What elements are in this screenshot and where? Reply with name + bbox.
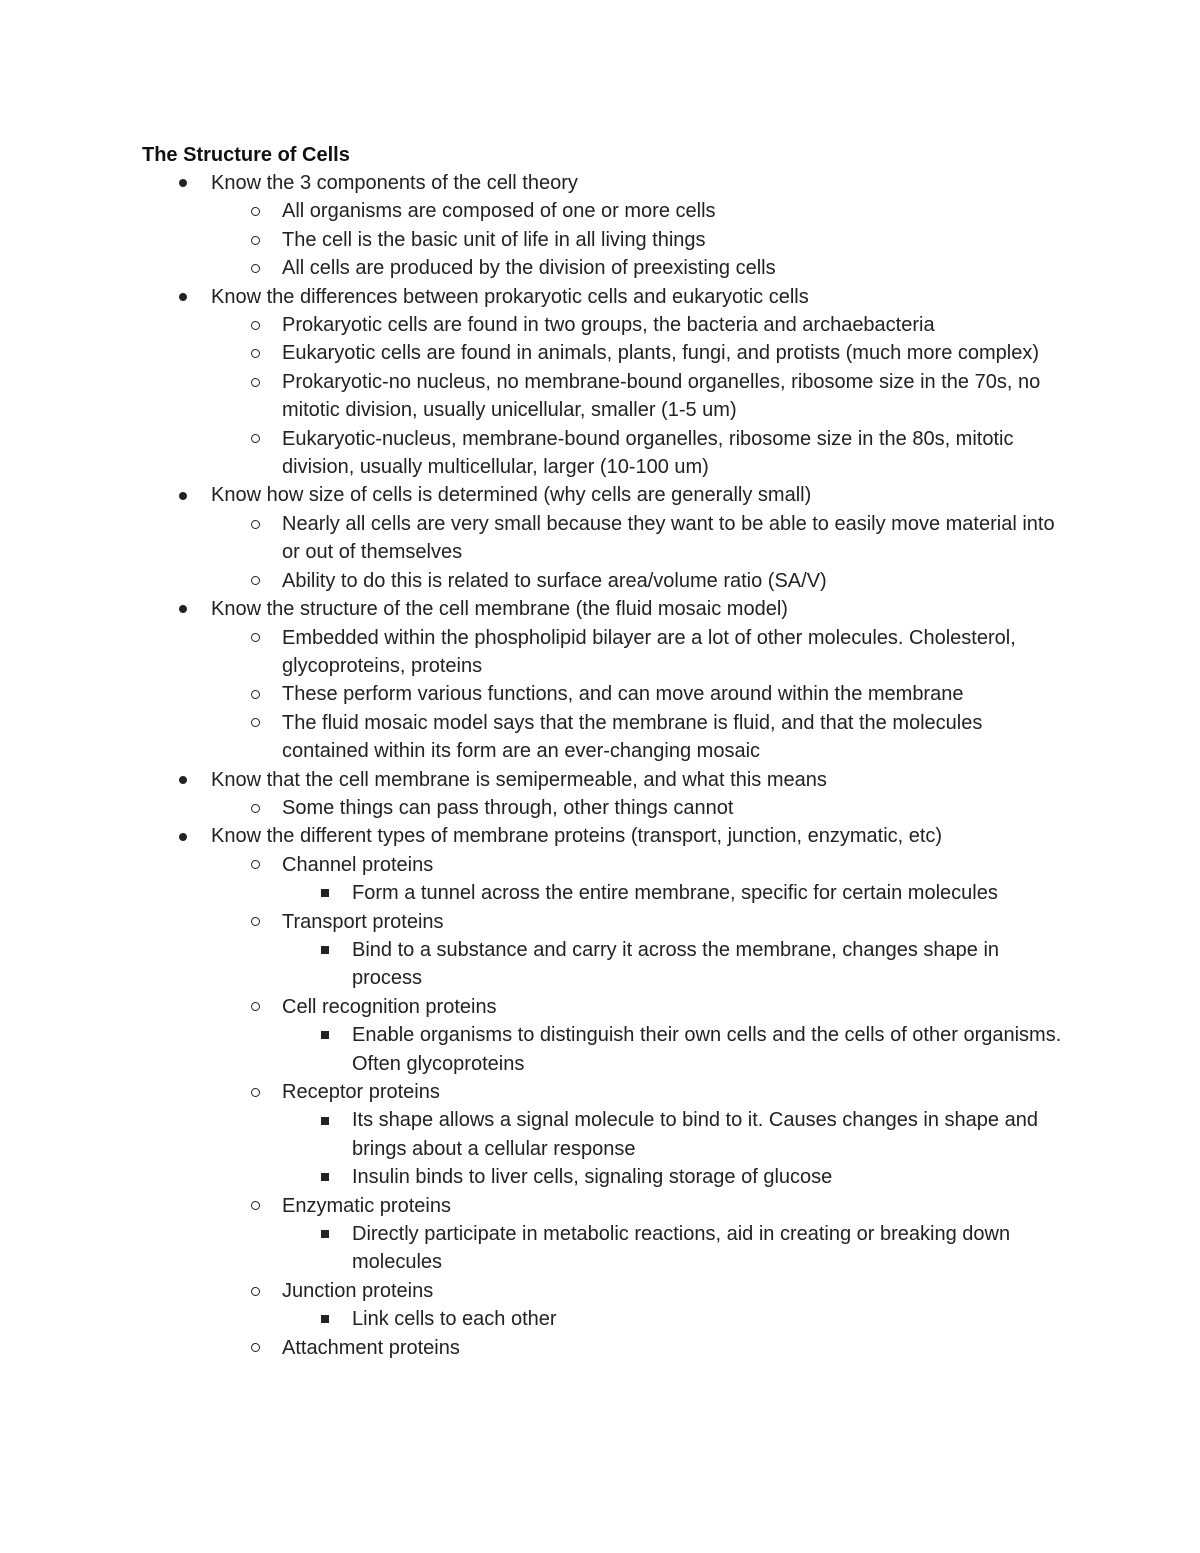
list-item-text: Know how size of cells is determined (why cells are generally small) xyxy=(211,484,812,507)
hollow-circle-bullet-icon xyxy=(248,425,262,453)
list-item-text: Junction proteins xyxy=(282,1279,434,1302)
list-item-level-1 xyxy=(0,169,1061,197)
hollow-circle-bullet-icon xyxy=(248,624,262,652)
page-title: The Structure of Cells xyxy=(142,144,350,166)
hollow-circle-bullet-icon xyxy=(248,567,262,595)
list-item-level-3 xyxy=(0,1220,1062,1277)
filled-square-bullet-icon xyxy=(318,1305,332,1333)
list-item-text: Some things can pass through, other things cannot xyxy=(282,796,734,819)
hollow-circle-bullet-icon xyxy=(248,1277,262,1305)
list-item-text: Nearly all cells are very small because they want to be able to easily move material into or out of themselves xyxy=(282,512,1055,564)
list-item-text: Prokaryotic cells are found in two groups, the bacteria and archaebacteria xyxy=(282,314,935,337)
list-item-text: Embedded within the phospholipid bilayer are a lot of other molecules. Cholesterol, glycoproteins, proteins xyxy=(282,626,1016,677)
list-item-level-3 xyxy=(0,936,1062,993)
list-item-text: Form a tunnel across the entire membrane, specific for certain molecules xyxy=(352,882,998,905)
list-item-level-2 xyxy=(0,510,1062,567)
hollow-circle-bullet-icon xyxy=(248,510,262,538)
list-item-level-1 xyxy=(0,283,1061,311)
list-item-level-2 xyxy=(0,794,1062,822)
list-item-text: Enable organisms to distinguish their own cells and the cells of other organisms. Often glycoproteins xyxy=(352,1024,1062,1075)
list-item-text: Insulin binds to liver cells, signaling storage of glucose xyxy=(352,1166,833,1189)
list-item-text: Its shape allows a signal molecule to bind to it. Causes changes in shape and brings about a cellular response xyxy=(352,1109,1038,1160)
hollow-circle-bullet-icon xyxy=(248,339,262,367)
list-item-level-1 xyxy=(0,481,1061,509)
list-item-level-2 xyxy=(0,908,1062,936)
list-item-text: All cells are produced by the division of preexisting cells xyxy=(282,257,776,280)
list-item-text: Transport proteins xyxy=(282,910,444,933)
filled-square-bullet-icon xyxy=(318,1106,332,1134)
hollow-circle-bullet-icon xyxy=(248,851,262,879)
hollow-circle-bullet-icon xyxy=(248,311,262,339)
list-item-text: Attachment proteins xyxy=(282,1336,460,1359)
list-item-level-2 xyxy=(0,1192,1062,1220)
list-item-text: Enzymatic proteins xyxy=(282,1194,451,1217)
hollow-circle-bullet-icon xyxy=(248,709,262,737)
list-item-text: Bind to a substance and carry it across the membrane, changes shape in process xyxy=(352,938,1000,990)
list-item-level-2 xyxy=(0,339,1062,367)
filled-square-bullet-icon xyxy=(318,1220,332,1248)
filled-circle-bullet-icon xyxy=(176,283,190,311)
filled-circle-bullet-icon xyxy=(176,822,190,850)
list-item-level-2 xyxy=(0,567,1062,595)
list-item-level-2 xyxy=(0,226,1062,254)
filled-circle-bullet-icon xyxy=(176,169,190,197)
filled-square-bullet-icon xyxy=(318,1163,332,1191)
list-item-text: Prokaryotic-no nucleus, no membrane-bound organelles, ribosome size in the 70s, no mitotic division, usually unicellular, smaller (1-5 um) xyxy=(282,370,1041,422)
list-item-level-3 xyxy=(0,1021,1062,1078)
hollow-circle-bullet-icon xyxy=(248,254,262,282)
list-item-level-2 xyxy=(0,254,1062,282)
outline-list xyxy=(0,169,1200,1362)
filled-circle-bullet-icon xyxy=(176,766,190,794)
filled-square-bullet-icon xyxy=(318,1021,332,1049)
list-item-level-3 xyxy=(0,1305,1062,1333)
list-item-level-1 xyxy=(0,766,1061,794)
list-item-level-2 xyxy=(0,709,1062,766)
list-item-level-3 xyxy=(0,879,1062,907)
list-item-level-3 xyxy=(0,1163,1062,1191)
list-item-level-2 xyxy=(0,425,1062,482)
list-item-text: Ability to do this is related to surface area/volume ratio (SA/V) xyxy=(282,569,827,592)
list-item-text: Know the 3 components of the cell theory xyxy=(211,172,578,194)
list-item-level-2 xyxy=(0,851,1062,879)
list-item-text: The cell is the basic unit of life in all living things xyxy=(282,228,706,251)
list-item-level-2 xyxy=(0,368,1062,425)
list-item-text: The fluid mosaic model says that the membrane is fluid, and that the molecules contained within its form are an ever-changing mosaic xyxy=(282,711,983,763)
list-item-text: Know the different types of membrane proteins (transport, junction, enzymatic, etc) xyxy=(211,825,943,848)
list-item-level-2 xyxy=(0,311,1062,339)
list-item-text: Cell recognition proteins xyxy=(282,995,497,1018)
list-item-level-2 xyxy=(0,197,1062,225)
list-item-level-1 xyxy=(0,822,1061,850)
list-item-level-3 xyxy=(0,1106,1062,1163)
list-item-text: These perform various functions, and can move around within the membrane xyxy=(282,683,964,706)
list-item-text: Know the differences between prokaryotic cells and eukaryotic cells xyxy=(211,285,809,308)
filled-circle-bullet-icon xyxy=(176,481,190,509)
hollow-circle-bullet-icon xyxy=(248,368,262,396)
list-item-level-1 xyxy=(0,595,1061,623)
hollow-circle-bullet-icon xyxy=(248,794,262,822)
filled-square-bullet-icon xyxy=(318,879,332,907)
list-item-text: Eukaryotic cells are found in animals, plants, fungi, and protists (much more complex) xyxy=(282,342,1040,365)
list-item-text: Link cells to each other xyxy=(352,1308,557,1331)
hollow-circle-bullet-icon xyxy=(248,680,262,708)
list-item-level-2 xyxy=(0,1334,1062,1362)
list-item-text: Know that the cell membrane is semipermeable, and what this means xyxy=(211,768,827,791)
hollow-circle-bullet-icon xyxy=(248,1078,262,1106)
hollow-circle-bullet-icon xyxy=(248,1192,262,1220)
hollow-circle-bullet-icon xyxy=(248,197,262,225)
list-item-text: Eukaryotic-nucleus, membrane-bound organelles, ribosome size in the 80s, mitotic division, usually multicellular, larger (10-100 um) xyxy=(282,427,1014,479)
hollow-circle-bullet-icon xyxy=(248,226,262,254)
hollow-circle-bullet-icon xyxy=(248,908,262,936)
hollow-circle-bullet-icon xyxy=(248,1334,262,1362)
filled-square-bullet-icon xyxy=(318,936,332,964)
list-item-text: Directly participate in metabolic reactions, aid in creating or breaking down molecules xyxy=(352,1223,1011,1274)
list-item-text: Channel proteins xyxy=(282,853,434,876)
list-item-level-2 xyxy=(0,1078,1062,1106)
list-item-level-2 xyxy=(0,1277,1062,1305)
list-item-level-2 xyxy=(0,624,1062,681)
list-item-text: All organisms are composed of one or more cells xyxy=(282,200,716,223)
list-item-text: Receptor proteins xyxy=(282,1081,440,1103)
list-item-text: Know the structure of the cell membrane (the fluid mosaic model) xyxy=(211,598,788,621)
list-item-level-2 xyxy=(0,993,1062,1021)
hollow-circle-bullet-icon xyxy=(248,993,262,1021)
list-item-level-2 xyxy=(0,680,1062,708)
filled-circle-bullet-icon xyxy=(176,595,190,623)
